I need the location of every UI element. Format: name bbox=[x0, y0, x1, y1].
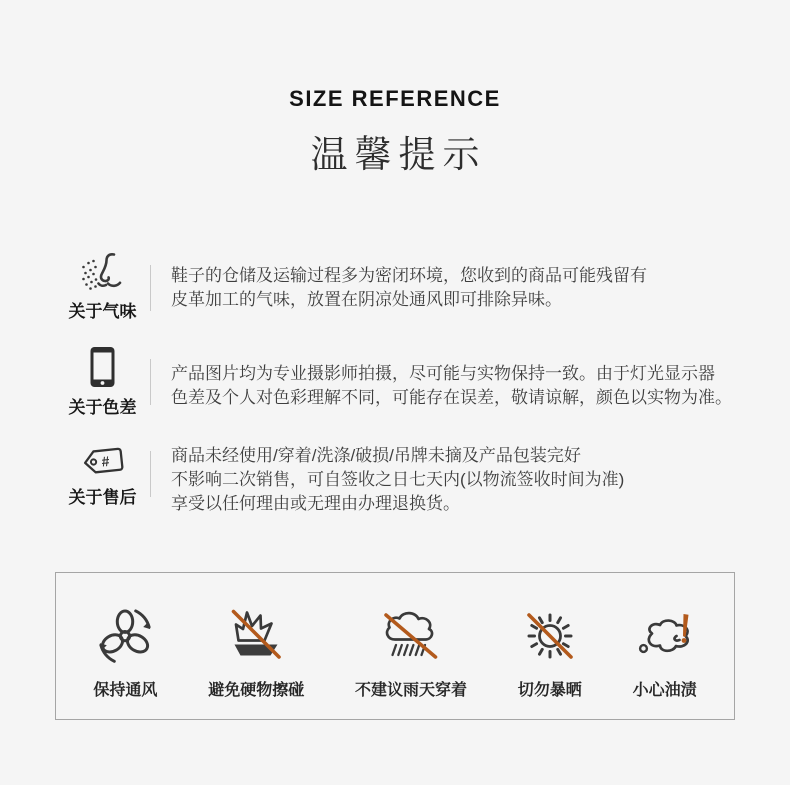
text-line: 色差及个人对色彩理解不同，可能存在误差，敬请谅解，颜色以实物为准。 bbox=[171, 388, 732, 407]
no-rain-icon bbox=[379, 600, 443, 664]
care-item-label: 小心油渍 bbox=[632, 682, 697, 699]
care-item-label: 切勿暴晒 bbox=[517, 682, 582, 699]
section-aftersale-label: 关于售后 bbox=[68, 488, 137, 507]
section-aftersale-text bbox=[151, 438, 624, 516]
care-tips-box bbox=[55, 572, 735, 720]
text-line: 不影响二次销售，可自签收之日七天内(以物流签收时间为准) bbox=[171, 470, 625, 489]
section-odor bbox=[55, 252, 755, 322]
page-title: SIZE REFERENCE bbox=[289, 86, 501, 111]
oil-stain-warning-icon bbox=[633, 600, 697, 664]
care-item-label: 保持通风 bbox=[93, 682, 158, 699]
phone-icon bbox=[89, 346, 116, 388]
text-line: 产品图片均为专业摄影师拍摄，尽可能与实物保持一致。由于灯光显示器 bbox=[171, 364, 715, 383]
section-color-label: 关于色差 bbox=[68, 398, 137, 417]
price-tag-icon bbox=[78, 444, 128, 478]
care-item-label: 避免硬物擦碰 bbox=[208, 682, 305, 699]
care-item-ventilation bbox=[93, 600, 157, 700]
page-subtitle: 温馨提示 bbox=[310, 134, 487, 175]
no-sunlight-icon bbox=[520, 600, 580, 664]
section-odor-text bbox=[151, 252, 647, 312]
text-line: 皮革加工的气味，放置在阴凉处通风即可排除异味。 bbox=[171, 290, 562, 309]
care-item-no-sunlight bbox=[518, 600, 582, 700]
fan-ventilation-icon bbox=[95, 600, 155, 664]
svg-text:#: # bbox=[100, 452, 110, 470]
care-item-no-rain bbox=[355, 600, 467, 700]
care-item-oil-stain bbox=[633, 600, 697, 700]
text-line: 享受以任何理由或无理由办理退换货。 bbox=[171, 494, 460, 513]
care-item-no-hard-objects bbox=[208, 600, 304, 700]
no-hard-objects-icon bbox=[225, 600, 287, 664]
text-line: 商品未经使用/穿着/洗涤/破损/吊牌未摘及产品包装完好 bbox=[171, 446, 581, 465]
care-item-label: 不建议雨天穿着 bbox=[354, 682, 467, 699]
smell-nose-icon bbox=[80, 252, 126, 292]
section-color-difference bbox=[55, 346, 755, 418]
section-color-text bbox=[151, 346, 732, 410]
section-aftersale bbox=[55, 438, 755, 516]
text-line: 鞋子的仓储及运输过程多为密闭环境，您收到的商品可能残留有 bbox=[171, 266, 647, 285]
section-odor-label: 关于气味 bbox=[68, 302, 137, 321]
